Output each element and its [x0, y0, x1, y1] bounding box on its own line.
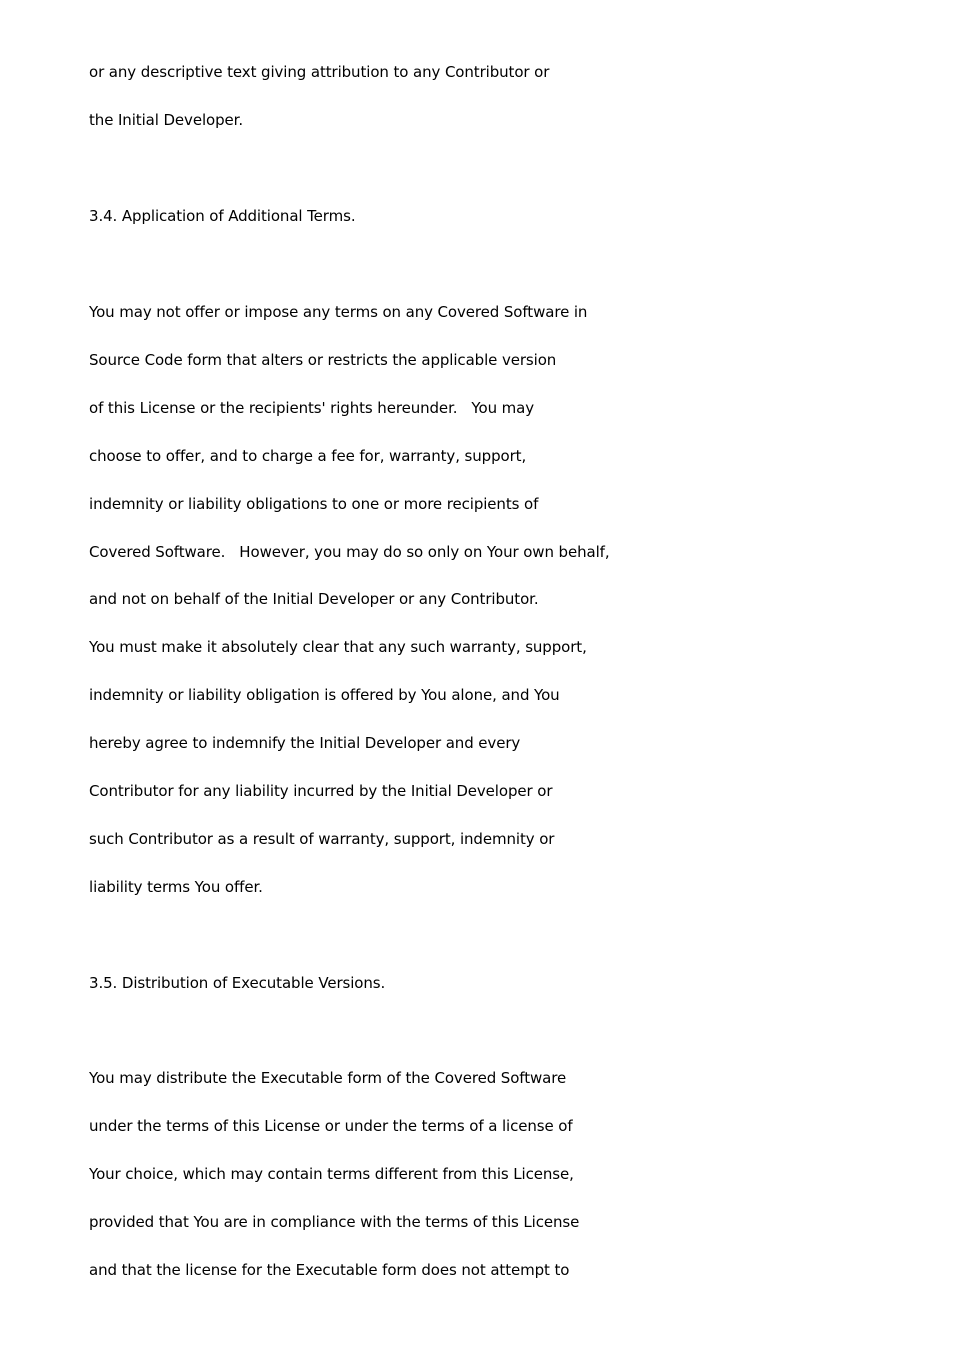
- text-line: and that the license for the Executable form does not attempt to: [89, 1261, 570, 1279]
- text-line: the Initial Developer.: [89, 111, 243, 129]
- section-heading: 3.4. Application of Additional Terms.: [89, 207, 356, 225]
- text-line: choose to offer, and to charge a fee for, warranty, support,: [89, 447, 527, 465]
- text-line: You must make it absolutely clear that any such warranty, support,: [89, 638, 587, 656]
- text-line: Source Code form that alters or restricts the applicable version: [89, 351, 557, 369]
- text-line: hereby agree to indemnify the Initial Developer and every: [89, 734, 521, 752]
- text-line: liability terms You offer.: [89, 878, 263, 896]
- text-line: and not on behalf of the Initial Developer or any Contributor.: [89, 590, 539, 608]
- text-line: Your choice, which may contain terms different from this License,: [89, 1165, 574, 1183]
- text-line: such Contributor as a result of warranty, support, indemnity or: [89, 830, 555, 848]
- section-heading: 3.5. Distribution of Executable Versions.: [89, 974, 386, 992]
- text-line: You may distribute the Executable form of the Covered Software: [89, 1069, 567, 1087]
- text-line: Contributor for any liability incurred by the Initial Developer or: [89, 782, 553, 800]
- text-line: Covered Software. However, you may do so only on Your own behalf,: [89, 543, 610, 561]
- text-line: indemnity or liability obligations to one or more recipients of: [89, 495, 539, 513]
- text-line: You may not offer or impose any terms on any Covered Software in: [89, 303, 588, 321]
- text-line: under the terms of this License or under the terms of a license of: [89, 1117, 573, 1135]
- text-line: provided that You are in compliance with the terms of this License: [89, 1213, 580, 1231]
- text-line: of this License or the recipients' rights hereunder. You may: [89, 399, 535, 417]
- text-line: indemnity or liability obligation is offered by You alone, and You: [89, 686, 560, 704]
- text-line: or any descriptive text giving attribution to any Contributor or: [89, 63, 550, 81]
